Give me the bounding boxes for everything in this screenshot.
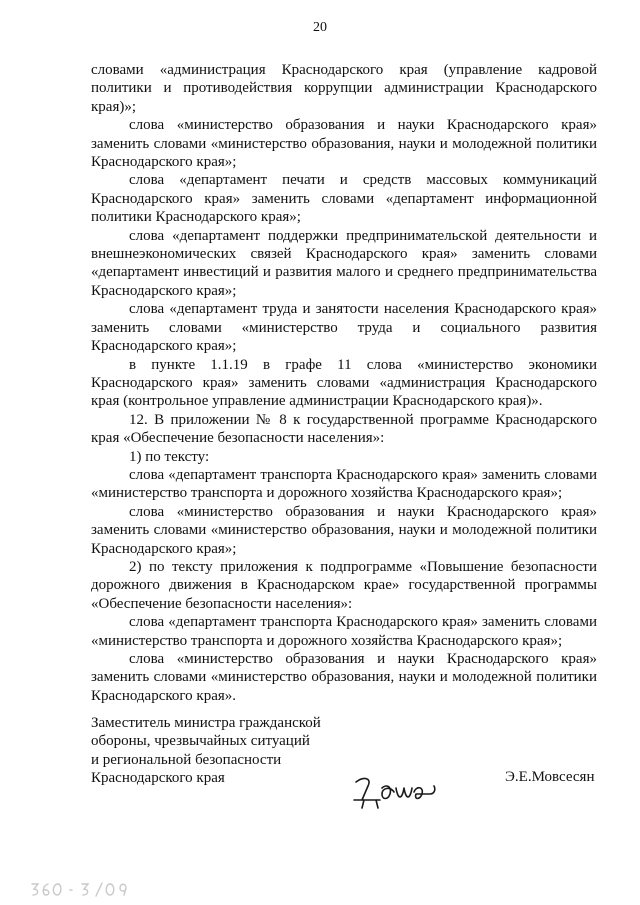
paragraph: 12. В приложении № 8 к государственной программе Краснодарского края «Обеспечение безопасности населения»: [91,411,597,447]
signatory-title-line: и региональной безопасности [91,751,282,768]
paragraph: слова «департамент транспорта Краснодарского края» заменить словами «министерство транспорта и дорожного хозяйства Краснодарского края»; [91,466,597,502]
paragraph: слова «департамент труда и занятости населения Краснодарского края» заменить словами «министерство труда и социального развития Краснодарского края»; [91,301,597,355]
signatory-title [91,714,351,788]
paragraph: в пункте 1.1.19 в графе 11 слова «министерство экономики Краснодарского края» заменить словами «администрация Краснодарского края (контрольное управление администрации Краснодарского края)». [91,356,597,410]
document-body [91,61,597,705]
signatory-title-line: Краснодарского края [91,770,225,787]
paragraph: слова «департамент поддержки предпринимательской деятельности и внешнеэкономических связей Краснодарского края» заменить словами «департамент инвестиций и развития малого и среднего предпринимательства Краснодарского края»; [91,227,597,299]
signatory-title-line: Заместитель министра гражданской [91,715,321,731]
paragraph: словами «администрация Краснодарского края (управление кадровой политики и противодействия коррупции администрации Краснодарского края)»; [91,62,597,115]
paragraph: слова «департамент транспорта Краснодарского края» заменить словами «министерство транспорта и дорожного хозяйства Краснодарского края»; [91,614,597,649]
paragraph: 2) по тексту приложения к подпрограмме «Повышение безопасности дорожного движения в Краснодарском крае» государственной программы «Обеспечение безопасности населения»: [91,558,597,612]
faded-registration-stamp [30,880,140,898]
page-number: 20 [313,20,327,35]
paragraph: слова «министерство образования и науки Краснодарского края» заменить словами «министерство образования, науки и молодежной политики Краснодарского края»; [91,117,597,171]
paragraph: слова «министерство образования и науки Краснодарского края» заменить словами «министерство образования, науки и молодежной политики Краснодарского края». [91,651,597,704]
signatory-title-line: обороны, чрезвычайных ситуаций [91,733,310,750]
handwritten-signature [350,770,440,812]
signer-name: Э.Е.Мовсесян [505,769,595,785]
paragraph: слова «министерство образования и науки Краснодарского края» заменить словами «министерство образования, науки и молодежной политики Краснодарского края»; [91,503,597,557]
paragraph: 1) по тексту: [129,448,210,465]
paragraph: слова «департамент печати и средств массовых коммуникаций Краснодарского края» заменить словами «департамент информационной политики Краснодарского края»; [91,172,597,226]
